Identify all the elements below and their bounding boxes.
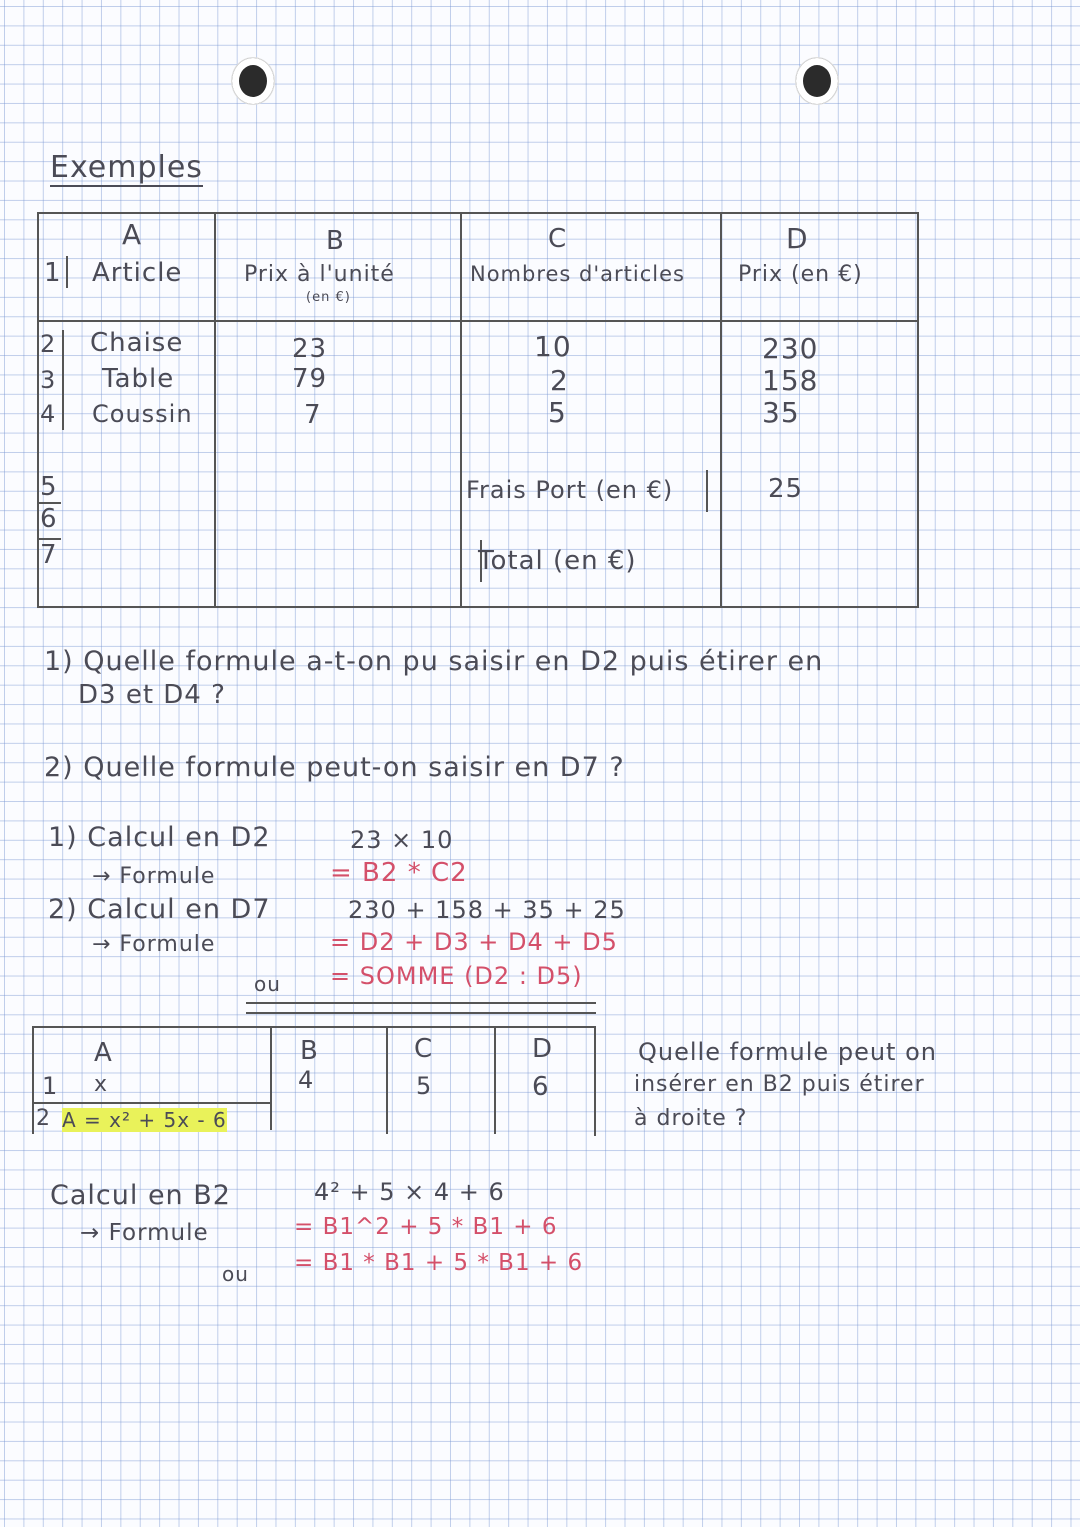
answer-2-calc: 230 + 158 + 35 + 25 [348, 896, 626, 924]
page-title [50, 150, 203, 185]
t1-cell-a2: Chaise [90, 328, 184, 358]
answer-2-formula-2: = SOMME (D2 : D5) [330, 962, 583, 990]
question-2: 2) Quelle formule peut-on saisir en D7 ? [44, 752, 625, 783]
answer-3-formula-1: = B1^2 + 5 * B1 + 6 [294, 1214, 558, 1240]
answer-2-formula-1: = D2 + D3 + D4 + D5 [330, 928, 618, 956]
answer-3-calc: 4² + 5 × 4 + 6 [314, 1178, 505, 1206]
question-3-line-1: Quelle formule peut on [638, 1038, 937, 1066]
t1-cell-c3: 2 [550, 364, 569, 397]
answer-3-arrow: → Formule [80, 1220, 209, 1246]
t1-header-nombres: Nombres d'articles [470, 262, 685, 286]
t1-row-num-5: 5 [40, 472, 58, 502]
t1-cell-b2: 23 [292, 334, 328, 364]
separator-line-2 [246, 1012, 596, 1014]
answer-1-calc: 23 × 10 [350, 826, 454, 854]
t1-divider-a [214, 212, 216, 606]
punch-hole-left [232, 58, 274, 104]
t1-header-rule [37, 320, 917, 322]
t1-row-num-7: 7 [40, 540, 58, 570]
answer-1-arrow: → Formule [92, 864, 216, 889]
separator-line-1 [246, 1002, 596, 1004]
t2-col-letter-c: C [414, 1034, 434, 1064]
t2-col-letter-d: D [532, 1034, 554, 1064]
t1-row-num-4: 4 [40, 400, 57, 428]
t1-cell-d5: 25 [768, 474, 804, 504]
page-title-text: Exemples [50, 150, 203, 185]
t1-cell-a3: Table [102, 364, 175, 394]
t2-col-letter-b: B [300, 1036, 319, 1066]
t1-divider-c [720, 212, 722, 606]
t2-divider-b [386, 1026, 388, 1134]
t1-header-prix-unite-sub: (en €) [306, 290, 351, 305]
t1-cell-b3: 79 [292, 364, 328, 394]
t1-header-prix-unite: Prix à l'unité [244, 262, 395, 287]
answer-2-ou: ou [254, 972, 281, 996]
question-3-line-3: à droite ? [634, 1106, 748, 1131]
t1-row-num-6: 6 [40, 504, 58, 534]
t2-cell-a1: x [94, 1072, 109, 1097]
answer-1-formula: = B2 * C2 [330, 858, 468, 888]
t1-cell-c2: 10 [534, 330, 572, 363]
question-3-line-2: insérer en B2 puis étirer [634, 1072, 925, 1097]
t1-cell-c5: Frais Port (en €) [466, 476, 674, 504]
t1-cell-d2: 230 [762, 332, 819, 365]
t2-cell-a2 [62, 1108, 227, 1132]
t1-c5-tick [706, 470, 708, 512]
t1-cell-b4: 7 [304, 400, 322, 430]
answer-3-ou: ou [222, 1262, 249, 1286]
t1-row-num-1: 1 [44, 258, 62, 288]
t1-cell-d4: 35 [762, 396, 800, 429]
answer-3-formula-2: = B1 * B1 + 5 * B1 + 6 [294, 1250, 584, 1276]
t2-row-rule [32, 1102, 272, 1104]
t1-header-prix: Prix (en €) [738, 262, 863, 287]
t2-row-num-2: 2 [36, 1106, 51, 1131]
t1-divider-b [460, 212, 462, 606]
t1-row-num-3: 3 [40, 366, 57, 394]
punch-hole-right [796, 58, 838, 104]
t1-cell-a4: Coussin [92, 400, 193, 428]
t2-row-num-1: 1 [42, 1072, 59, 1100]
t1-rownum-rule-5 [37, 502, 61, 504]
t2-divider-a [270, 1026, 272, 1130]
answer-2-arrow: → Formule [92, 932, 216, 957]
t2-left-edge [32, 1026, 34, 1134]
t1-cell-c7: Total (en €) [478, 546, 637, 576]
t1-row-num-2: 2 [40, 330, 57, 358]
t1-col-letter-b: B [326, 226, 345, 256]
t1-rownum-tick-1 [66, 256, 68, 288]
question-1-line-1 [44, 646, 823, 677]
t2-divider-c [494, 1026, 496, 1134]
t1-rownum-tick-2 [62, 330, 64, 430]
question-1-text: 1) Quelle formule a-t-on pu saisir en D2 puis étirer en [44, 646, 824, 677]
t1-rownum-rule-6 [37, 538, 61, 540]
question-1-line-2: D3 et D4 ? [78, 680, 226, 710]
t2-cell-b1: 4 [298, 1066, 315, 1094]
t1-col-letter-a: A [122, 218, 143, 251]
t2-cell-c1: 5 [416, 1072, 433, 1100]
t1-col-letter-d: D [786, 222, 809, 255]
answer-3-label: Calcul en B2 [50, 1180, 231, 1211]
t1-cell-c4: 5 [548, 396, 567, 429]
answer-1-label: 1) Calcul en D2 [48, 822, 271, 853]
answer-2-label: 2) Calcul en D7 [48, 894, 271, 925]
t2-col-letter-a: A [94, 1038, 113, 1068]
t1-header-article: Article [92, 258, 183, 288]
t1-cell-d3: 158 [762, 364, 819, 397]
t1-col-letter-c: C [548, 224, 568, 254]
t2-cell-d1: 6 [532, 1072, 550, 1102]
t2-cell-a2-text: A = x² + 5x - 6 [62, 1108, 227, 1132]
